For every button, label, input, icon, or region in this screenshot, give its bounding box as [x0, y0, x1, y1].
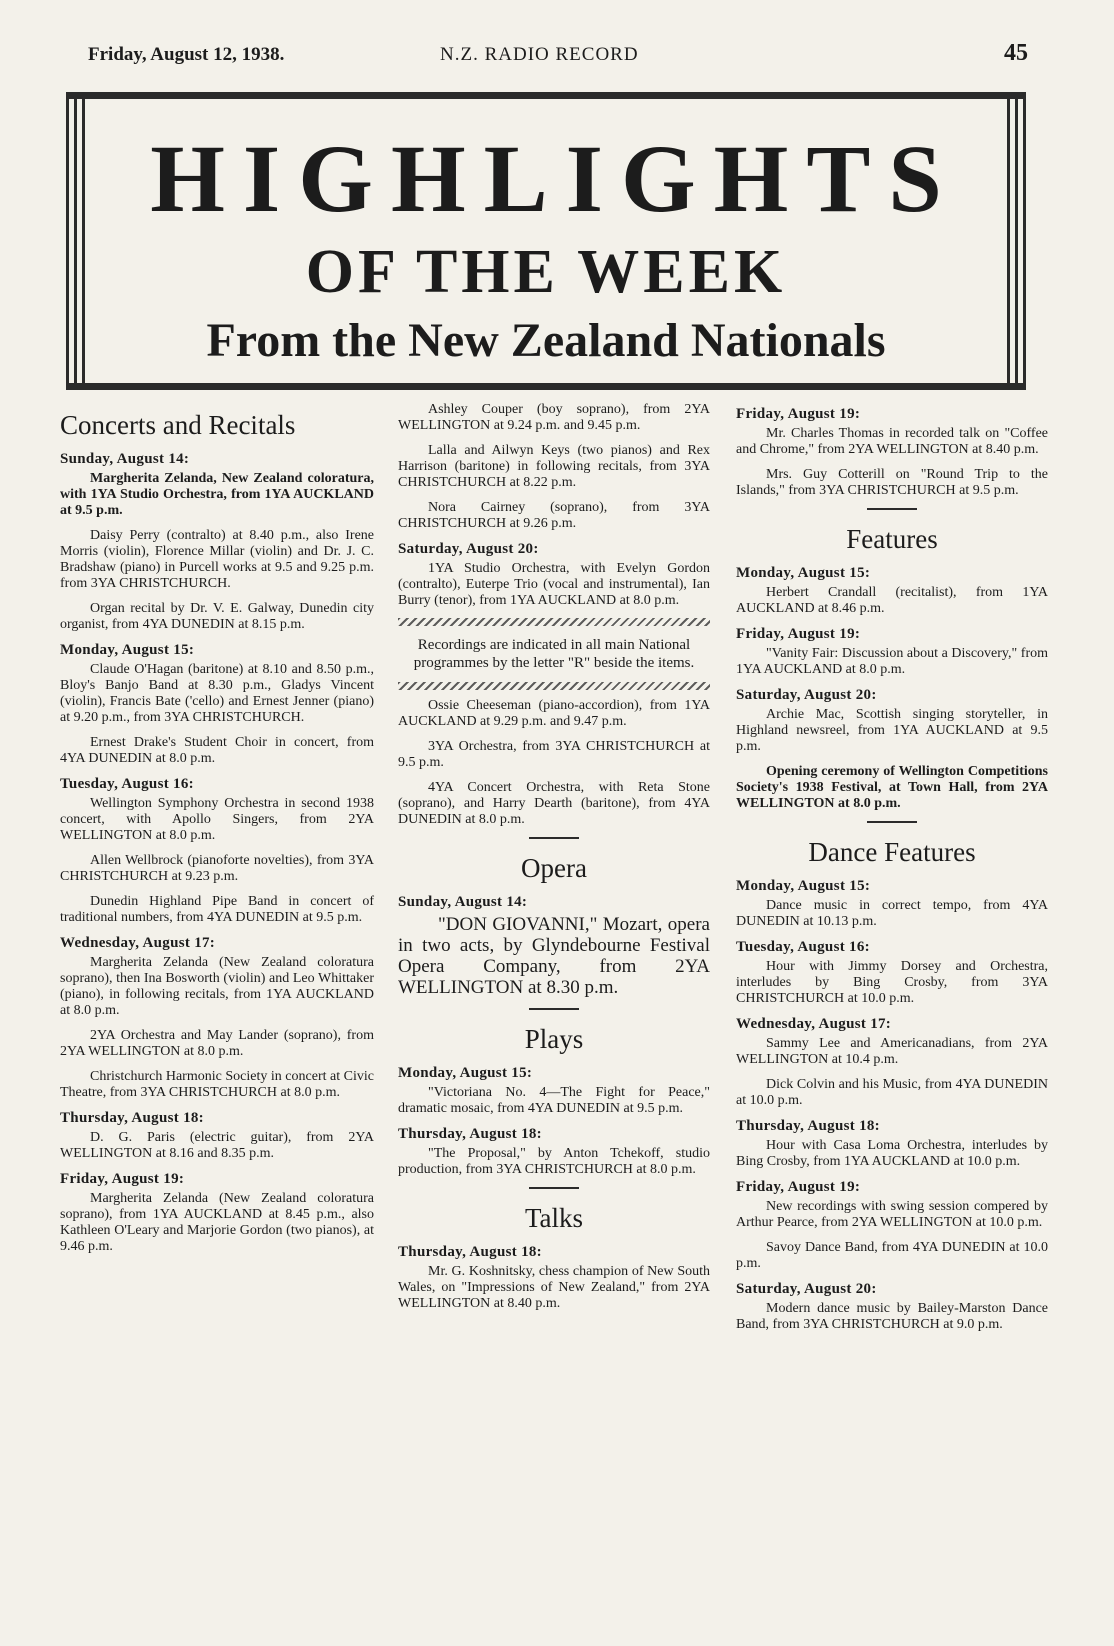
- listing-entry: Lalla and Ailwyn Keys (two pianos) and Rex Harrison (baritone) in following recitals, from 3YA CHRISTCHURCH at 8.22 p.m.: [398, 443, 710, 490]
- column-concerts: [60, 410, 374, 1264]
- day-label: Friday, August 19:: [736, 1179, 861, 1195]
- listing-entry: "Victoriana No. 4—The Fight for Peace," dramatic mosaic, from 4YA DUNEDIN at 9.5 p.m.: [398, 1085, 710, 1116]
- listing-entry: Dunedin Highland Pipe Band in concert of traditional numbers, from 4YA DUNEDIN at 9.5 p.m.: [60, 894, 374, 925]
- listing-entry: 1YA Studio Orchestra, with Evelyn Gordon (contralto), Euterpe Trio (vocal and instrumental), Ian Burry (tenor), from 1YA AUCKLAND at 8.0 p.m.: [398, 561, 710, 608]
- day-label: Saturday, August 20:: [736, 687, 877, 703]
- listing-entry: Archie Mac, Scottish singing storyteller, in Highland newsreel, from 1YA AUCKLAND at 9.5 p.m.: [736, 707, 1048, 754]
- listing-entry: Mr. Charles Thomas in recorded talk on "Coffee and Chrome," from 2YA WELLINGTON at 8.40 p.m.: [736, 426, 1048, 457]
- banner-subtitle: OF THE WEEK: [305, 238, 787, 306]
- listing-entry: 4YA Concert Orchestra, with Reta Stone (soprano), and Harry Dearth (baritone), from 4YA DUNEDIN at 8.0 p.m.: [398, 780, 710, 827]
- decorative-divider: [398, 682, 710, 690]
- listing-entry: New recordings with swing session compered by Arthur Pearce, from 2YA WELLINGTON at 10.0 p.m.: [736, 1199, 1048, 1230]
- column-middle: [398, 402, 710, 1321]
- listing-entry: Claude O'Hagan (baritone) at 8.10 and 8.50 p.m., Bloy's Banjo Band at 8.30 p.m., Gladys Vincent (violin), Francis Bate ('cello) and Ernest Jenner (piano) at 9.20 p.m., from 3YA CHRISTCHURCH.: [60, 662, 374, 725]
- section-rule: [867, 821, 917, 823]
- day-label: Friday, August 19:: [736, 626, 861, 642]
- opera-entry: "DON GIOVANNI," Mozart, opera in two acts, by Glyndebourne Festival Opera Company, from 2YA WELLINGTON at 8.30 p.m.: [398, 914, 710, 998]
- listing-entry: Ernest Drake's Student Choir in concert, from 4YA DUNEDIN at 8.0 p.m.: [60, 735, 374, 766]
- listing-entry: "The Proposal," by Anton Tchekoff, studio production, from 3YA CHRISTCHURCH at 8.0 p.m.: [398, 1146, 710, 1177]
- day-label: Monday, August 15:: [398, 1065, 533, 1081]
- section-rule: [867, 508, 917, 510]
- listing-entry: Dance music in correct tempo, from 4YA DUNEDIN at 10.13 p.m.: [736, 898, 1048, 929]
- listing-entry: Wellington Symphony Orchestra in second 1938 concert, with Apollo Singers, from 2YA WELLINGTON at 8.0 p.m.: [60, 796, 374, 843]
- section-rule: [529, 837, 579, 839]
- listing-entry: 2YA Orchestra and May Lander (soprano), from 2YA WELLINGTON at 8.0 p.m.: [60, 1028, 374, 1059]
- listing-entry: Christchurch Harmonic Society in concert at Civic Theatre, from 3YA CHRISTCHURCH at 8.0 p.m.: [60, 1069, 374, 1100]
- section-rule: [529, 1008, 579, 1010]
- day-label: Thursday, August 18:: [60, 1110, 204, 1126]
- listing-entry: Mr. G. Koshnitsky, chess champion of New South Wales, on "Impressions of New Zealand," from 2YA WELLINGTON at 8.40 p.m.: [398, 1264, 710, 1311]
- listing-entry: "Vanity Fair: Discussion about a Discovery," from 1YA AUCKLAND at 8.0 p.m.: [736, 646, 1048, 677]
- listing-entry: Ossie Cheeseman (piano-accordion), from 1YA AUCKLAND at 9.29 p.m. and 9.47 p.m.: [398, 698, 710, 729]
- page-number: 45: [1004, 40, 1028, 66]
- decorative-divider: [398, 618, 710, 626]
- listing-entry: Hour with Casa Loma Orchestra, interludes by Bing Crosby, from 1YA AUCKLAND at 10.0 p.m.: [736, 1138, 1048, 1169]
- listing-entry: Ashley Couper (boy soprano), from 2YA WELLINGTON at 9.24 p.m. and 9.45 p.m.: [398, 402, 710, 433]
- day-label: Friday, August 19:: [60, 1171, 185, 1187]
- day-label: Friday, August 19:: [736, 406, 861, 422]
- listing-entry: Savoy Dance Band, from 4YA DUNEDIN at 10.0 p.m.: [736, 1240, 1048, 1271]
- listing-entry: Opening ceremony of Wellington Competitions Society's 1938 Festival, at Town Hall, from 2YA WELLINGTON at 8.0 p.m.: [736, 764, 1048, 811]
- day-label: Tuesday, August 16:: [60, 776, 194, 792]
- section-rule: [529, 1187, 579, 1189]
- listing-entry: Sammy Lee and Americanadians, from 2YA WELLINGTON at 10.4 p.m.: [736, 1036, 1048, 1067]
- listing-entry: Dick Colvin and his Music, from 4YA DUNEDIN at 10.0 p.m.: [736, 1077, 1048, 1108]
- banner-tagline: From the New Zealand Nationals: [206, 314, 886, 367]
- day-label: Sunday, August 14:: [60, 451, 190, 467]
- listing-entry: Modern dance music by Bailey-Marston Dance Band, from 3YA CHRISTCHURCH at 9.0 p.m.: [736, 1301, 1048, 1332]
- day-label: Wednesday, August 17:: [60, 935, 216, 951]
- section-heading-talks: Talks: [524, 1203, 584, 1233]
- publication-name: N.Z. RADIO RECORD: [440, 44, 639, 65]
- day-label: Saturday, August 20:: [736, 1281, 877, 1297]
- running-head: [88, 40, 1028, 70]
- day-label: Saturday, August 20:: [398, 541, 539, 557]
- highlights-banner: [66, 92, 1026, 390]
- section-heading-plays: Plays: [524, 1024, 584, 1054]
- section-heading-features: Features: [846, 524, 938, 554]
- listing-entry: Allen Wellbrock (pianoforte novelties), from 3YA CHRISTCHURCH at 9.23 p.m.: [60, 853, 374, 884]
- listing-entry: Nora Cairney (soprano), from 3YA CHRISTCHURCH at 9.26 p.m.: [398, 500, 710, 531]
- listing-entry: Margherita Zelanda, New Zealand coloratura, with 1YA Studio Orchestra, from 1YA AUCKLAND at 9.5 p.m.: [60, 471, 374, 518]
- column-features: [736, 402, 1048, 1342]
- listing-entry: 3YA Orchestra, from 3YA CHRISTCHURCH at 9.5 p.m.: [398, 739, 710, 770]
- day-label: Wednesday, August 17:: [736, 1016, 892, 1032]
- listing-entry: Herbert Crandall (recitalist), from 1YA AUCKLAND at 8.46 p.m.: [736, 585, 1048, 616]
- day-label: Tuesday, August 16:: [736, 939, 870, 955]
- listing-entry: D. G. Paris (electric guitar), from 2YA WELLINGTON at 8.16 and 8.35 p.m.: [60, 1130, 374, 1161]
- day-label: Thursday, August 18:: [398, 1126, 542, 1142]
- section-heading-concerts: Concerts and Recitals: [60, 410, 296, 440]
- listing-entry: Daisy Perry (contralto) at 8.40 p.m., also Irene Morris (violin), Florence Millar (violin) and Dr. J. C. Bradshaw (piano) in Purcell works at 9.5 and 9.25 p.m. from 3YA CHRISTCHURCH.: [60, 528, 374, 591]
- day-label: Sunday, August 14:: [398, 894, 528, 910]
- section-heading-opera: Opera: [521, 853, 587, 883]
- day-label: Thursday, August 18:: [398, 1244, 542, 1260]
- day-label: Monday, August 15:: [736, 878, 871, 894]
- listing-entry: Margherita Zelanda (New Zealand coloratura soprano), from 1YA AUCKLAND at 8.45 p.m., also Kathleen O'Leary and Marjorie Gordon (two pianos), at 9.46 p.m.: [60, 1191, 374, 1254]
- listing-entry: Margherita Zelanda (New Zealand coloratura soprano), then Ina Bosworth (violin) and Leo Whittaker (piano), in following recitals, from 1YA AUCKLAND at 8.0 p.m.: [60, 955, 374, 1018]
- day-label: Monday, August 15:: [736, 565, 871, 581]
- day-label: Thursday, August 18:: [736, 1118, 880, 1134]
- banner-title: HIGHLIGHTS: [150, 125, 960, 232]
- issue-date: Friday, August 12, 1938.: [88, 44, 285, 65]
- day-label: Monday, August 15:: [60, 642, 195, 658]
- listing-entry: Hour with Jimmy Dorsey and Orchestra, interludes by Bing Crosby, from 3YA CHRISTCHURCH at 10.0 p.m.: [736, 959, 1048, 1006]
- section-heading-dance: Dance Features: [808, 837, 976, 867]
- listing-entry: Mrs. Guy Cotterill on "Round Trip to the Islands," from 3YA CHRISTCHURCH at 9.5 p.m.: [736, 467, 1048, 498]
- recordings-note: Recordings are indicated in all main National programmes by the letter "R" beside the items.: [413, 637, 695, 671]
- listing-entry: Organ recital by Dr. V. E. Galway, Dunedin city organist, from 4YA DUNEDIN at 8.15 p.m.: [60, 601, 374, 632]
